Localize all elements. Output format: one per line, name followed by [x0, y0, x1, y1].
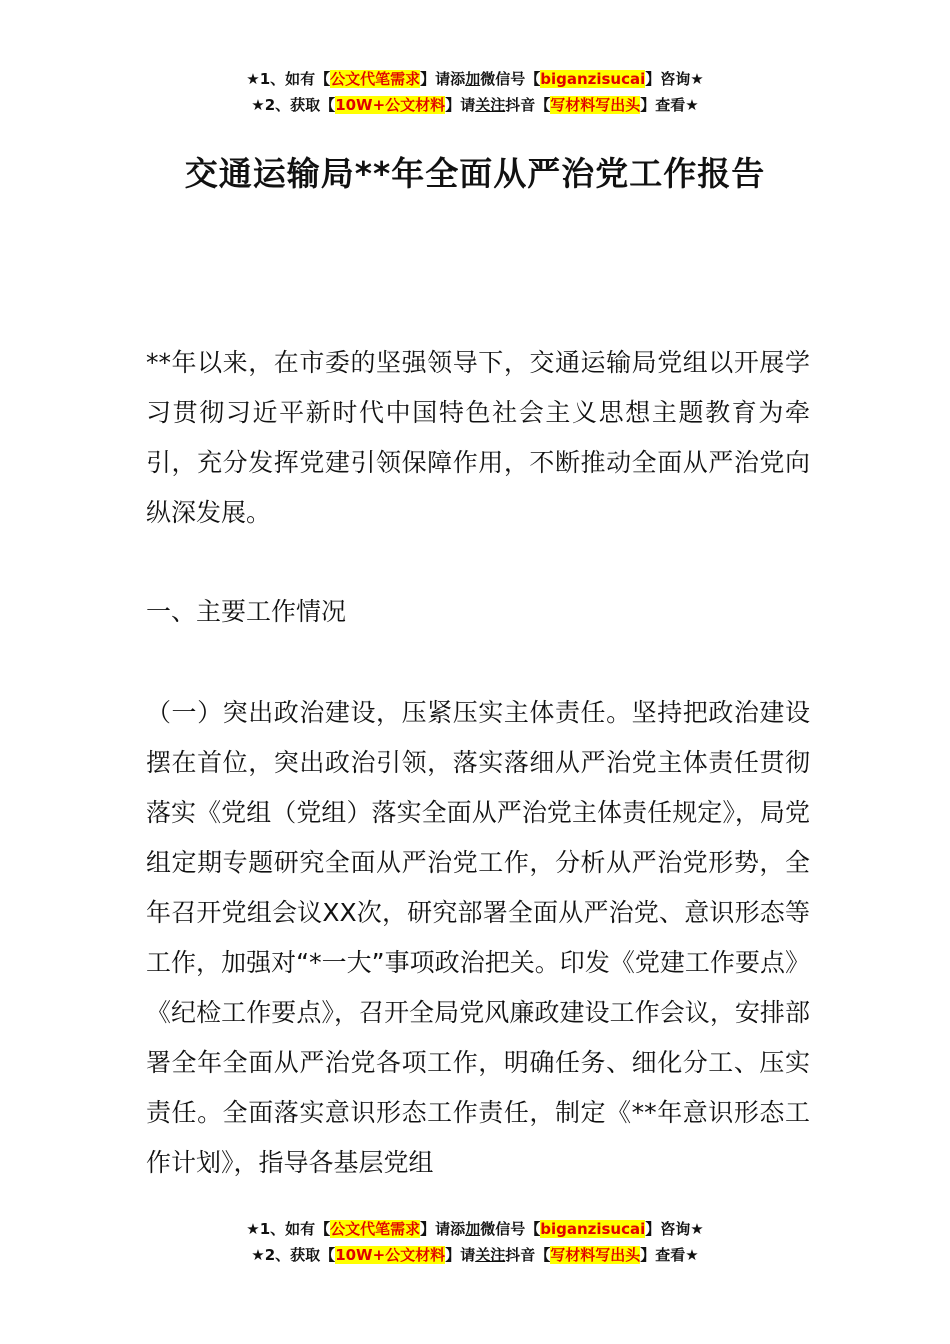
service-highlight: 公文代笔需求	[330, 1220, 421, 1238]
section-paragraph: （一）突出政治建设，压紧压实主体责任。坚持把政治建设摆在首位，突出政治引领，落实落细从严治党主体责任贯彻落实《党组（党组）落实全面从严治党主体责任规定》，局党组定期专题研究全面从严治党工作，分析从严治党形势，全年召开党组会议XX次，研究部署全面从严治党、意识形态等工作，加强对“*一大”事项政治把关。印发《党建工作要点》《纪检工作要点》，召开全局党风廉政建设工作会议，安排部署全年全面从严治党各项工作，明确任务、细化分工、压实责任。全面落实意识形态工作责任，制定《**年意识形态工作计划》，指导各基层党组	[146, 698, 810, 1177]
footer-ad-line-2: ★2、获取【10W+公文材料】请关注抖音【写材料写出头】查看★	[251, 1246, 699, 1264]
intro-paragraph: **年以来，在市委的坚强领导下，交通运输局党组以开展学习贯彻习近平新时代中国特色社会主义思想主题教育为牵引，充分发挥党建引领保障作用，不断推动全面从严治党向纵深发展。	[146, 348, 810, 527]
wechat-id-highlight: biganzisucai	[540, 1220, 646, 1238]
materials-highlight: 10W+公文材料	[335, 1246, 446, 1264]
header-ad-line-2: ★2、获取【10W+公文材料】请关注抖音【写材料写出头】查看★	[251, 96, 699, 114]
section-heading: 一、主要工作情况	[146, 597, 347, 626]
douyin-id-highlight: 写材料写出头	[550, 96, 641, 114]
header-ad-line-1: ★1、如有【公文代笔需求】请添加微信号【biganzisucai】咨询★	[246, 70, 704, 88]
service-highlight: 公文代笔需求	[330, 70, 421, 88]
wechat-id-highlight: biganzisucai	[540, 70, 646, 88]
document-title: 交通运输局**年全面从严治党工作报告	[184, 154, 766, 193]
footer-ad-line-1: ★1、如有【公文代笔需求】请添加微信号【biganzisucai】咨询★	[246, 1220, 704, 1238]
materials-highlight: 10W+公文材料	[335, 96, 446, 114]
header-ad-banner	[0, 66, 950, 118]
footer-ad-banner	[0, 1216, 950, 1268]
douyin-id-highlight: 写材料写出头	[550, 1246, 641, 1264]
